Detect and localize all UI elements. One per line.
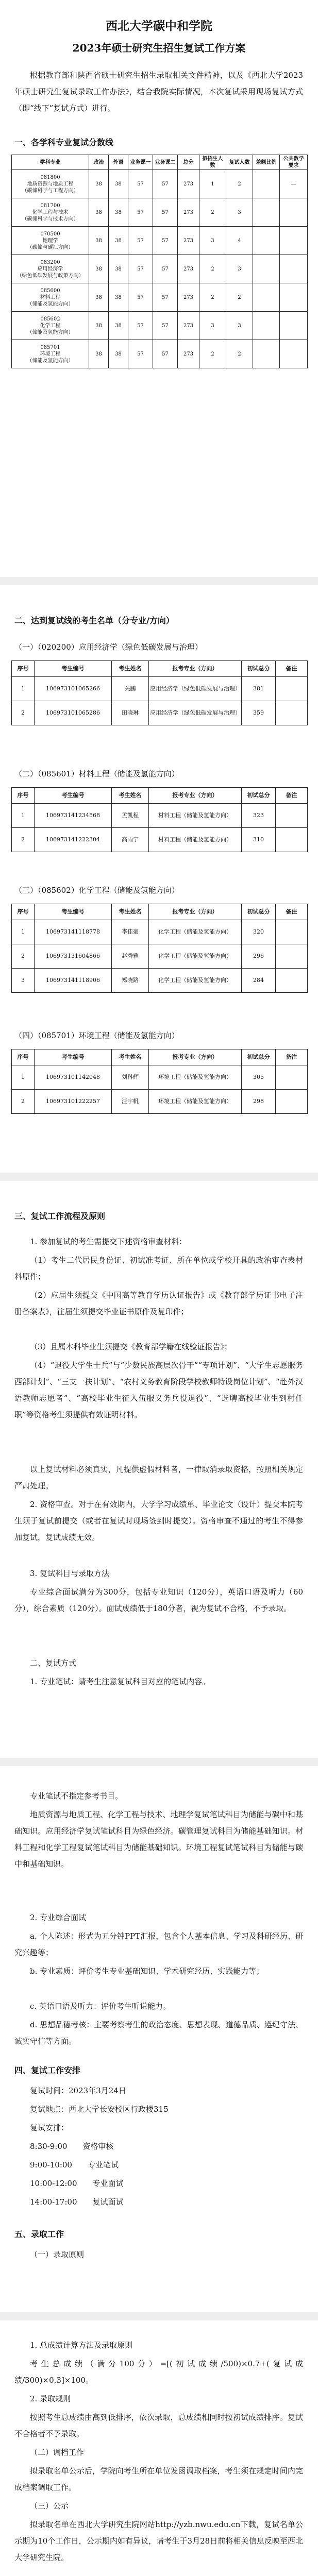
score-cell: 2 — [199, 255, 226, 283]
score-cell: 38 — [89, 170, 109, 198]
candidate-cell: 赵秀雅 — [112, 944, 149, 969]
score-cell: 57 — [153, 255, 178, 283]
candidate-table-header-cell: 报考专业（方向） — [149, 1049, 242, 1065]
score-table-header-cell: 复试人数 — [226, 155, 253, 170]
schedule-line: 9:00-10:00 专业笔试 — [30, 2160, 119, 2170]
score-table-header-cell: 外语 — [109, 155, 128, 170]
candidate-cell: 106973101065286 — [35, 701, 112, 725]
candidate-cell: 1 — [12, 804, 35, 828]
candidate-table-header-cell: 序号 — [12, 788, 35, 804]
score-cell: 3 — [226, 255, 253, 283]
score-cell: 3 — [226, 198, 253, 227]
candidate-cell: 106973141222304 — [35, 828, 112, 852]
candidate-cell: 高雨宁 — [112, 828, 149, 852]
page-divider — [0, 1173, 318, 1181]
score-cell: 38 — [89, 283, 109, 312]
score-cell: 3 — [199, 312, 226, 340]
paragraph: 2. 专业综合面试 — [30, 1913, 87, 1922]
candidate-table-header-cell: 备注 — [276, 788, 308, 804]
candidate-cell: 李佳豪 — [112, 920, 149, 944]
paragraph: b. 专业素质：评价考生专业基础知识、学术研究经历、实践能力等； — [30, 1967, 264, 1976]
candidate-cell: 应用经济学（绿色低碳发展与治理） — [149, 701, 242, 725]
document-title: 西北大学碳中和学院 — [106, 19, 212, 33]
score-cell: 1 — [199, 170, 226, 198]
candidate-table-header-cell: 序号 — [12, 1049, 35, 1065]
paragraph: 按照考生总成绩由高到低排序，依次录取，总成绩相同时按初试成绩排序。复试不合格者不予录取。 — [14, 2413, 303, 2438]
score-table-header-cell: 业务课一 — [128, 155, 153, 170]
score-cell — [253, 198, 280, 227]
candidate-cell — [276, 944, 308, 969]
paragraph: 3. 复试科目与录取方法 — [30, 1569, 110, 1578]
score-cell: 57 — [153, 283, 178, 312]
candidate-table — [11, 660, 308, 725]
candidate-table-header-cell: 备注 — [276, 661, 308, 677]
group-title: （四）（085701）环境工程（储能及氢能方向） — [14, 1031, 179, 1040]
section-three-heading: 三、复试工作流程及原则 — [14, 1211, 106, 1221]
candidate-table-header — [12, 788, 308, 804]
candidate-cell: 320 — [242, 920, 276, 944]
candidate-cell: 2 — [12, 828, 35, 852]
table-row — [12, 170, 308, 198]
score-cell: 57 — [128, 170, 153, 198]
score-table-header-cell: 公共数学要求 — [280, 155, 308, 170]
candidate-cell — [276, 1090, 308, 1114]
candidate-cell: 106973101142048 — [35, 1065, 112, 1090]
candidate-cell: 106973131604866 — [35, 944, 112, 969]
admission-subheading: （一）录取原则 — [30, 2250, 85, 2259]
candidate-cell: 1 — [12, 677, 35, 701]
score-cell: 57 — [128, 198, 153, 227]
candidate-table-header-cell: 考生编号 — [35, 788, 112, 804]
score-cell: 38 — [89, 340, 109, 368]
candidate-cell: 106973141118906 — [35, 969, 112, 993]
score-cell — [280, 255, 308, 283]
candidate-cell: 郑晓路 — [112, 969, 149, 993]
score-table-header — [12, 155, 308, 170]
table-row — [12, 920, 308, 944]
candidate-cell: 106973141234568 — [35, 804, 112, 828]
schedule-heading: 四、复试工作安排 — [14, 2065, 81, 2075]
score-cell — [280, 340, 308, 368]
candidate-cell: 田晓琳 — [112, 701, 149, 725]
table-row — [12, 804, 308, 828]
candidate-cell: 298 — [242, 1090, 276, 1114]
score-cell: 273 — [178, 198, 199, 227]
score-cell: 38 — [109, 255, 128, 283]
score-cell — [253, 170, 280, 198]
candidate-cell — [276, 920, 308, 944]
candidate-table-header-cell: 考生编号 — [35, 661, 112, 677]
paragraph: 1. 参加复试的考生需提交下述资格审查材料： — [30, 1237, 187, 1246]
candidate-table-header-cell: 备注 — [276, 904, 308, 920]
score-cell: 273 — [178, 170, 199, 198]
candidate-table-header-cell: 考生姓名 — [112, 904, 149, 920]
table-row — [12, 677, 308, 701]
group-title: （三）（085602）化学工程（储能及氢能方向） — [14, 886, 179, 895]
major-cell: 085602 化学工程 （储能及氢能方向） — [12, 312, 89, 340]
paragraph: 1. 总成绩计算方法及录取原则 — [30, 2341, 133, 2350]
schedule-line: 14:00-17:00 复试面试 — [30, 2197, 124, 2207]
schedule-line: 复试地点：西北大学长安校区行政楼315 — [30, 2105, 169, 2114]
candidate-cell: 化学工程（储能及氢能方向） — [149, 969, 242, 993]
table-row — [12, 1065, 308, 1090]
score-cell — [253, 227, 280, 255]
candidate-cell: 106973101222257 — [35, 1090, 112, 1114]
major-cell: 085701 环境工程 （储能及氢能方向） — [12, 340, 89, 368]
major-cell: 085600 材料工程 （储能及氢能方向） — [12, 283, 89, 312]
candidate-cell — [276, 828, 308, 852]
table-row — [12, 198, 308, 227]
candidate-table-header — [12, 1049, 308, 1065]
score-cell: 273 — [178, 227, 199, 255]
score-cell: 273 — [178, 340, 199, 368]
candidate-cell: 应用经济学（绿色低碳发展与治理） — [149, 677, 242, 701]
paragraph: （1）考生二代居民身份证、初试准考证、所在单位或学校开具的政治审查表材料原件； — [14, 1256, 303, 1281]
candidate-table — [11, 904, 308, 993]
score-cell: 38 — [89, 255, 109, 283]
paragraph: 考生总成绩（满分100分）=[(初试成绩/500)×0.7+(复试成绩/300)×0.3]×100。 — [14, 2359, 303, 2385]
score-cell — [280, 198, 308, 227]
schedule-line: 10:00-12:00 专业面试 — [30, 2179, 124, 2188]
paragraph: 拟录取名单在西北大学研究生院网站http://yzb.nwu.edu.cn下载，复试名单公示期为10个工作日，公示期内如有异议，请考生于3月28日前将相关信息反映至西北大学研究生院。 — [14, 2520, 303, 2562]
document-subtitle: 2023年硕士研究生招生复试工作方案 — [72, 42, 246, 54]
score-cell — [253, 255, 280, 283]
candidate-table-header-cell: 考生编号 — [35, 1049, 112, 1065]
score-cell: 2 — [199, 340, 226, 368]
score-cell: 57 — [153, 227, 178, 255]
score-cell: — — [280, 170, 308, 198]
score-cell: 2 — [226, 340, 253, 368]
candidate-cell — [276, 677, 308, 701]
candidate-table — [11, 1049, 308, 1114]
paragraph: 拟录取名单公示后，学院向考生所在单位发函调取档案，考生须在规定时间内完成档案调取工作。 — [14, 2466, 303, 2492]
paragraph: d. 思想品德考核：主要考察考生的政治态度、思想表现、道德品质、遵纪守法、诚实守信等方面。 — [14, 2020, 303, 2046]
score-cell: 273 — [178, 283, 199, 312]
candidate-cell: 环境工程（储能及氢能方向） — [149, 1065, 242, 1090]
section-one-heading: 一、各学科专业复试分数线 — [14, 138, 114, 147]
score-cell: 57 — [128, 312, 153, 340]
major-cell: 070500 地理学 （碳储与碳汇方向） — [12, 227, 89, 255]
score-table-header-cell: 差额比例 — [253, 155, 280, 170]
candidate-table-header-cell: 考生姓名 — [112, 788, 149, 804]
major-cell: 081700 化学工程与技术 （碳储科学与技术方向） — [12, 198, 89, 227]
candidate-table-header-cell: 考生姓名 — [112, 661, 149, 677]
paragraph: 2. 录取规则 — [30, 2394, 71, 2403]
paragraph: 专业综合面试满分为300分，包括专业知识（120分），英语口语及听力（60分），综合素质（120分）。面试成绩低于180分者，视为复试不合格，不予录取。 — [14, 1587, 303, 1613]
score-table-header-cell: 总分 — [178, 155, 199, 170]
candidate-table-header-cell: 考生编号 — [35, 904, 112, 920]
score-table — [11, 155, 308, 368]
table-row — [12, 312, 308, 340]
paragraph: a. 个人陈述：形式为五分钟PPT汇报，包含个人基本信息、学习及科研经历、研究兴趣等； — [14, 1931, 303, 1957]
paragraph: （4）“退役大学生士兵”与“少数民族高层次骨干”“专项计划”、“大学生志愿服务西部计划”、“三支一扶计划”、“农村义务教育阶段学校教师特设岗位计划”、“赴外汉语教师志愿者”、“高校毕业生征入伍服义务兵役退役”、“选聘高校毕业生到村任职”等资格考生须提供有效证明材料。 — [14, 1361, 303, 1419]
candidate-cell: 孟凯程 — [112, 804, 149, 828]
score-table-header-cell: 政治 — [89, 155, 109, 170]
paragraph: （3）且属本科毕业生须提交《教育部学籍在线验证报告》； — [30, 1342, 232, 1351]
candidate-cell: 381 — [242, 677, 276, 701]
candidate-table-header-cell: 初试总分 — [242, 661, 276, 677]
table-row — [12, 340, 308, 368]
major-cell: 081800 地质资源与地质工程 （碳储科学与工程方向） — [12, 170, 89, 198]
score-table-header-cell: 业务课二 — [153, 155, 178, 170]
table-row — [12, 969, 308, 993]
candidate-table-header-cell: 备注 — [276, 1049, 308, 1065]
table-row — [12, 283, 308, 312]
candidate-cell: 1 — [12, 1065, 35, 1090]
score-cell — [280, 283, 308, 312]
score-cell: 273 — [178, 312, 199, 340]
paragraph: （三）公示 — [30, 2501, 69, 2511]
candidate-cell: 2 — [12, 944, 35, 969]
score-cell: 38 — [109, 312, 128, 340]
candidate-cell: 关鹏 — [112, 677, 149, 701]
candidate-table-header — [12, 661, 308, 677]
page-divider — [0, 1758, 318, 1766]
candidate-cell: 化学工程（储能及氢能方向） — [149, 944, 242, 969]
score-cell: 2 — [199, 198, 226, 227]
score-cell: 38 — [109, 198, 128, 227]
candidate-cell: 1 — [12, 920, 35, 944]
candidate-cell: 汪宇帆 — [112, 1090, 149, 1114]
score-cell: 3 — [199, 227, 226, 255]
score-cell: 57 — [153, 312, 178, 340]
candidate-table-header-cell: 报考专业（方向） — [149, 904, 242, 920]
table-row — [12, 1090, 308, 1114]
candidate-cell: 刘科辉 — [112, 1065, 149, 1090]
score-cell: 38 — [109, 227, 128, 255]
page-divider — [0, 2312, 318, 2320]
section-two-heading: 二、达到复试线的考生名单（分专业/方向） — [14, 616, 174, 625]
candidate-table — [11, 787, 308, 852]
score-cell: 38 — [109, 170, 128, 198]
score-cell: 57 — [153, 198, 178, 227]
score-cell — [253, 340, 280, 368]
admission-heading: 五、录取工作 — [14, 2229, 64, 2239]
candidate-cell: 环境工程（储能及氢能方向） — [149, 1090, 242, 1114]
score-cell: 38 — [89, 198, 109, 227]
score-cell: 57 — [128, 340, 153, 368]
candidate-table-header-cell: 初试总分 — [242, 788, 276, 804]
page-divider — [0, 577, 318, 585]
score-table-header-cell: 拟招生人数 — [199, 155, 226, 170]
paragraph: （二）调档工作 — [30, 2448, 85, 2457]
paragraph: 二、复试方式 — [30, 1658, 77, 1668]
candidate-table-header-cell: 序号 — [12, 904, 35, 920]
candidate-cell: 3 — [12, 969, 35, 993]
table-row — [12, 944, 308, 969]
score-cell: 273 — [178, 255, 199, 283]
score-cell — [253, 283, 280, 312]
score-cell: 2 — [199, 283, 226, 312]
candidate-table-header-cell: 序号 — [12, 661, 35, 677]
candidate-table-header-cell: 初试总分 — [242, 1049, 276, 1065]
candidate-table-header-cell: 初试总分 — [242, 904, 276, 920]
table-row — [12, 828, 308, 852]
group-title: （二）（085601）材料工程（储能及氢能方向） — [14, 769, 179, 778]
schedule-line: 8:30-9:00 资格审核 — [30, 2142, 114, 2151]
candidate-table-header-cell: 报考专业（方向） — [149, 661, 242, 677]
major-cell: 083200 应用经济学 （绿色低碳发展与政策方向） — [12, 255, 89, 283]
score-table-header-cell: 学科专业 — [12, 155, 89, 170]
group-title: （一）（020200）应用经济学（绿色低碳发展与治理） — [14, 642, 203, 652]
table-row — [12, 255, 308, 283]
schedule-line: 复试安排： — [30, 2123, 69, 2132]
table-row — [12, 701, 308, 725]
paragraph: 地质资源与地质工程、化学工程与技术、地理学复试笔试科目为储能与碳中和基础知识。应用经济学复试笔试科目为绿色经济。碳管理复试科目为储能基础知识。材料工程和化学工程复试笔试科目为储能基础知识。环境工程复试笔试科目为储能与碳中和基础知识。 — [14, 1810, 303, 1869]
candidate-cell: 359 — [242, 701, 276, 725]
table-row — [12, 227, 308, 255]
candidate-table-header-cell: 考生姓名 — [112, 1049, 149, 1065]
score-cell: 57 — [128, 283, 153, 312]
score-cell: 57 — [128, 227, 153, 255]
score-cell: 4 — [226, 227, 253, 255]
candidate-cell: 323 — [242, 804, 276, 828]
paragraph: 以上复试材料必须真实，凡提供虚假材料者，一律取消录取资格，按照相关规定严肃处理。 — [14, 1465, 303, 1490]
candidate-cell — [276, 804, 308, 828]
score-cell: 57 — [128, 255, 153, 283]
score-cell: 57 — [153, 340, 178, 368]
candidate-cell — [276, 701, 308, 725]
paragraph: 1. 专业笔试：请考生注意复试科目对应的笔试内容。 — [30, 1677, 210, 1686]
score-cell: 3 — [226, 312, 253, 340]
candidate-cell — [276, 969, 308, 993]
score-cell — [280, 312, 308, 340]
candidate-cell: 2 — [12, 701, 35, 725]
score-cell: 57 — [153, 170, 178, 198]
candidate-cell: 材料工程（储能及氢能方向） — [149, 804, 242, 828]
score-cell — [253, 312, 280, 340]
paragraph: 专业笔试不指定参考书目。 — [30, 1791, 123, 1801]
candidate-table-header-cell: 报考专业（方向） — [149, 788, 242, 804]
schedule-line: 复试时间：2023年3月24日 — [30, 2086, 126, 2095]
paragraph: c. 英语口语及听力：评价考生听说能力。 — [30, 2002, 171, 2011]
candidate-cell: 305 — [242, 1065, 276, 1090]
candidate-cell: 284 — [242, 969, 276, 993]
score-cell: 38 — [89, 312, 109, 340]
score-cell: 38 — [89, 227, 109, 255]
paragraph: （2）应届生须提交《中国高等教育学历认证报告》或《教育部学历证书电子注册备案表》，往届生须提交毕业证书原件及复印件； — [14, 1291, 303, 1316]
score-cell: 38 — [109, 340, 128, 368]
score-cell — [280, 227, 308, 255]
score-cell: 2 — [226, 170, 253, 198]
candidate-cell: 296 — [242, 944, 276, 969]
intro-paragraph: 根据教育部和陕西省硕士研究生招生录取相关文件精神，以及《西北大学2023年硕士研究生复试录取工作办法》，结合我院实际情况，本次复试采用现场复试方式（即“线下”复试方式）进行。 — [14, 71, 303, 113]
candidate-cell: 2 — [12, 1090, 35, 1114]
candidate-cell — [276, 1065, 308, 1090]
candidate-cell: 310 — [242, 828, 276, 852]
paragraph: 2. 资格审查。对于在有效期内，大学学习成绩单、毕业论文（设计）提交本院考生须于复试前提交（或者在复试时现场签到时提交）。资格审查不通过的考生不得参加复试，复试成绩无效。 — [14, 1500, 303, 1542]
candidate-cell: 化学工程（储能及氢能方向） — [149, 920, 242, 944]
score-cell: 2 — [226, 283, 253, 312]
candidate-cell: 材料工程（储能及氢能方向） — [149, 828, 242, 852]
candidate-cell: 106973141118778 — [35, 920, 112, 944]
candidate-cell: 106973101065266 — [35, 677, 112, 701]
score-cell: 38 — [109, 283, 128, 312]
candidate-table-header — [12, 904, 308, 920]
